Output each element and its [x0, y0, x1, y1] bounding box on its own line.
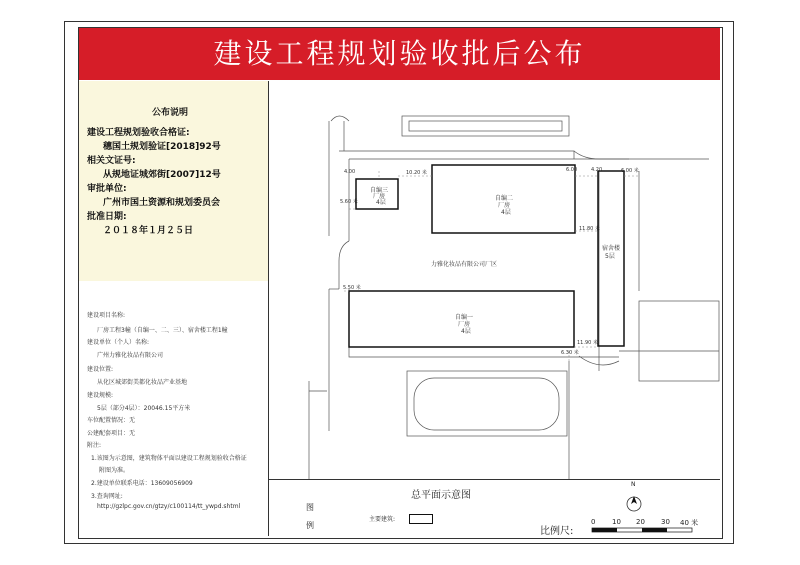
north-label: N	[631, 481, 636, 488]
project-value: 厂房工程3幢（自编一、二、三）、宿舍楼工程1幢	[97, 327, 228, 334]
site-plan-drawing	[269, 81, 720, 479]
b3-type: 厂房	[373, 193, 386, 200]
b1-name: 自编一	[455, 314, 474, 321]
scale-tick-4: 40 米	[680, 519, 699, 527]
scale-tick-1: 10	[612, 518, 621, 526]
note-line-2: 2.建设单位联系电话：13609056909	[91, 480, 193, 487]
notice-value-3: ２０１８年１月２５日	[103, 226, 194, 236]
notes-label: 附注:	[87, 442, 102, 449]
b2-floors: 4层	[501, 209, 511, 216]
details-panel	[79, 281, 269, 536]
note-line-3: 3.查询网址:	[91, 493, 123, 500]
dim-label: 5.60 米	[340, 199, 358, 205]
dim-label: 5.50 米	[343, 285, 361, 291]
main-building-swatch	[409, 514, 433, 524]
legend-tu: 图	[306, 503, 314, 512]
b1-type: 厂房	[458, 321, 471, 328]
scale-value: 5层（部分4层）：20046.15平方米	[97, 405, 191, 412]
dorm-name: 宿舍楼	[602, 245, 621, 252]
b2-type: 厂房	[498, 202, 511, 209]
note-line-1: 附图为准。	[99, 467, 130, 474]
notice-label-0: 建设工程规划验收合格证:	[87, 128, 190, 138]
dim-label: 11.90 米	[577, 340, 598, 346]
notice-label-2: 审批单位:	[87, 184, 127, 194]
query-url: http://gzlpc.gov.cn/gtzy/c100114/tt_ywpd.shtml	[97, 503, 241, 510]
scale-bar	[591, 527, 701, 535]
north-arrow-icon	[624, 490, 644, 514]
parking-info: 车位配置情况：无	[87, 417, 136, 424]
location-value: 从化区城郊街美都化妆品产业基地	[97, 379, 188, 386]
b2-name: 自编二	[495, 195, 514, 202]
notice-heading: 公布说明	[152, 108, 189, 118]
scale-tick-3: 30	[661, 518, 670, 526]
plan-title: 总平面示意图	[411, 490, 471, 501]
notice-label-1: 相关文证号:	[87, 156, 136, 166]
site-label: 力雅化妆品有限公司厂区	[431, 261, 498, 268]
scale-label: 建设规模:	[87, 392, 114, 399]
notice-value-1: 从规地证城郊街[2007]12号	[103, 170, 221, 180]
project-label: 建设项目名称:	[87, 312, 126, 319]
scale-tick-2: 20	[636, 518, 645, 526]
note-line-0: 1.该图为示意图，建筑物体平面以建设工程规划验收合格证	[91, 455, 247, 462]
dim-label: 6.30 米	[561, 350, 579, 356]
dim-label: 4.20	[591, 167, 603, 173]
dim-label: 6.00	[566, 167, 578, 173]
unit-label: 建设单位（个人）名称:	[87, 339, 150, 346]
notice-value-0: 穗国土规划验证[2018]92号	[103, 142, 221, 152]
b1-floors: 4层	[461, 328, 471, 335]
notice-value-2: 广州市国土资源和规划委员会	[103, 198, 221, 208]
notice-panel	[79, 81, 269, 281]
public-info: 公建配套项目：无	[87, 430, 136, 437]
site-plan	[269, 81, 720, 479]
dim-label: 10.20 米	[406, 170, 427, 176]
dorm-floors: 5层	[605, 253, 615, 260]
notice-label-3: 批准日期:	[87, 212, 127, 222]
dim-label: 6.00 米	[621, 168, 639, 174]
b3-name: 自编三	[370, 187, 389, 194]
dim-label: 11.80 米	[579, 226, 600, 232]
page-title: 建设工程规划验收批后公布	[79, 28, 720, 80]
location-label: 建设位置:	[87, 366, 114, 373]
legend-li: 例	[306, 521, 314, 530]
main-building-label: 主要建筑:	[369, 516, 396, 523]
scale-label: 比例尺:	[540, 526, 574, 537]
b3-floors: 4层	[376, 199, 386, 206]
dim-label: 4.00	[344, 169, 356, 175]
unit-value: 广州力雅化妆品有限公司	[97, 352, 164, 359]
legend-strip	[269, 479, 720, 538]
scale-tick-0: 0	[591, 518, 596, 526]
